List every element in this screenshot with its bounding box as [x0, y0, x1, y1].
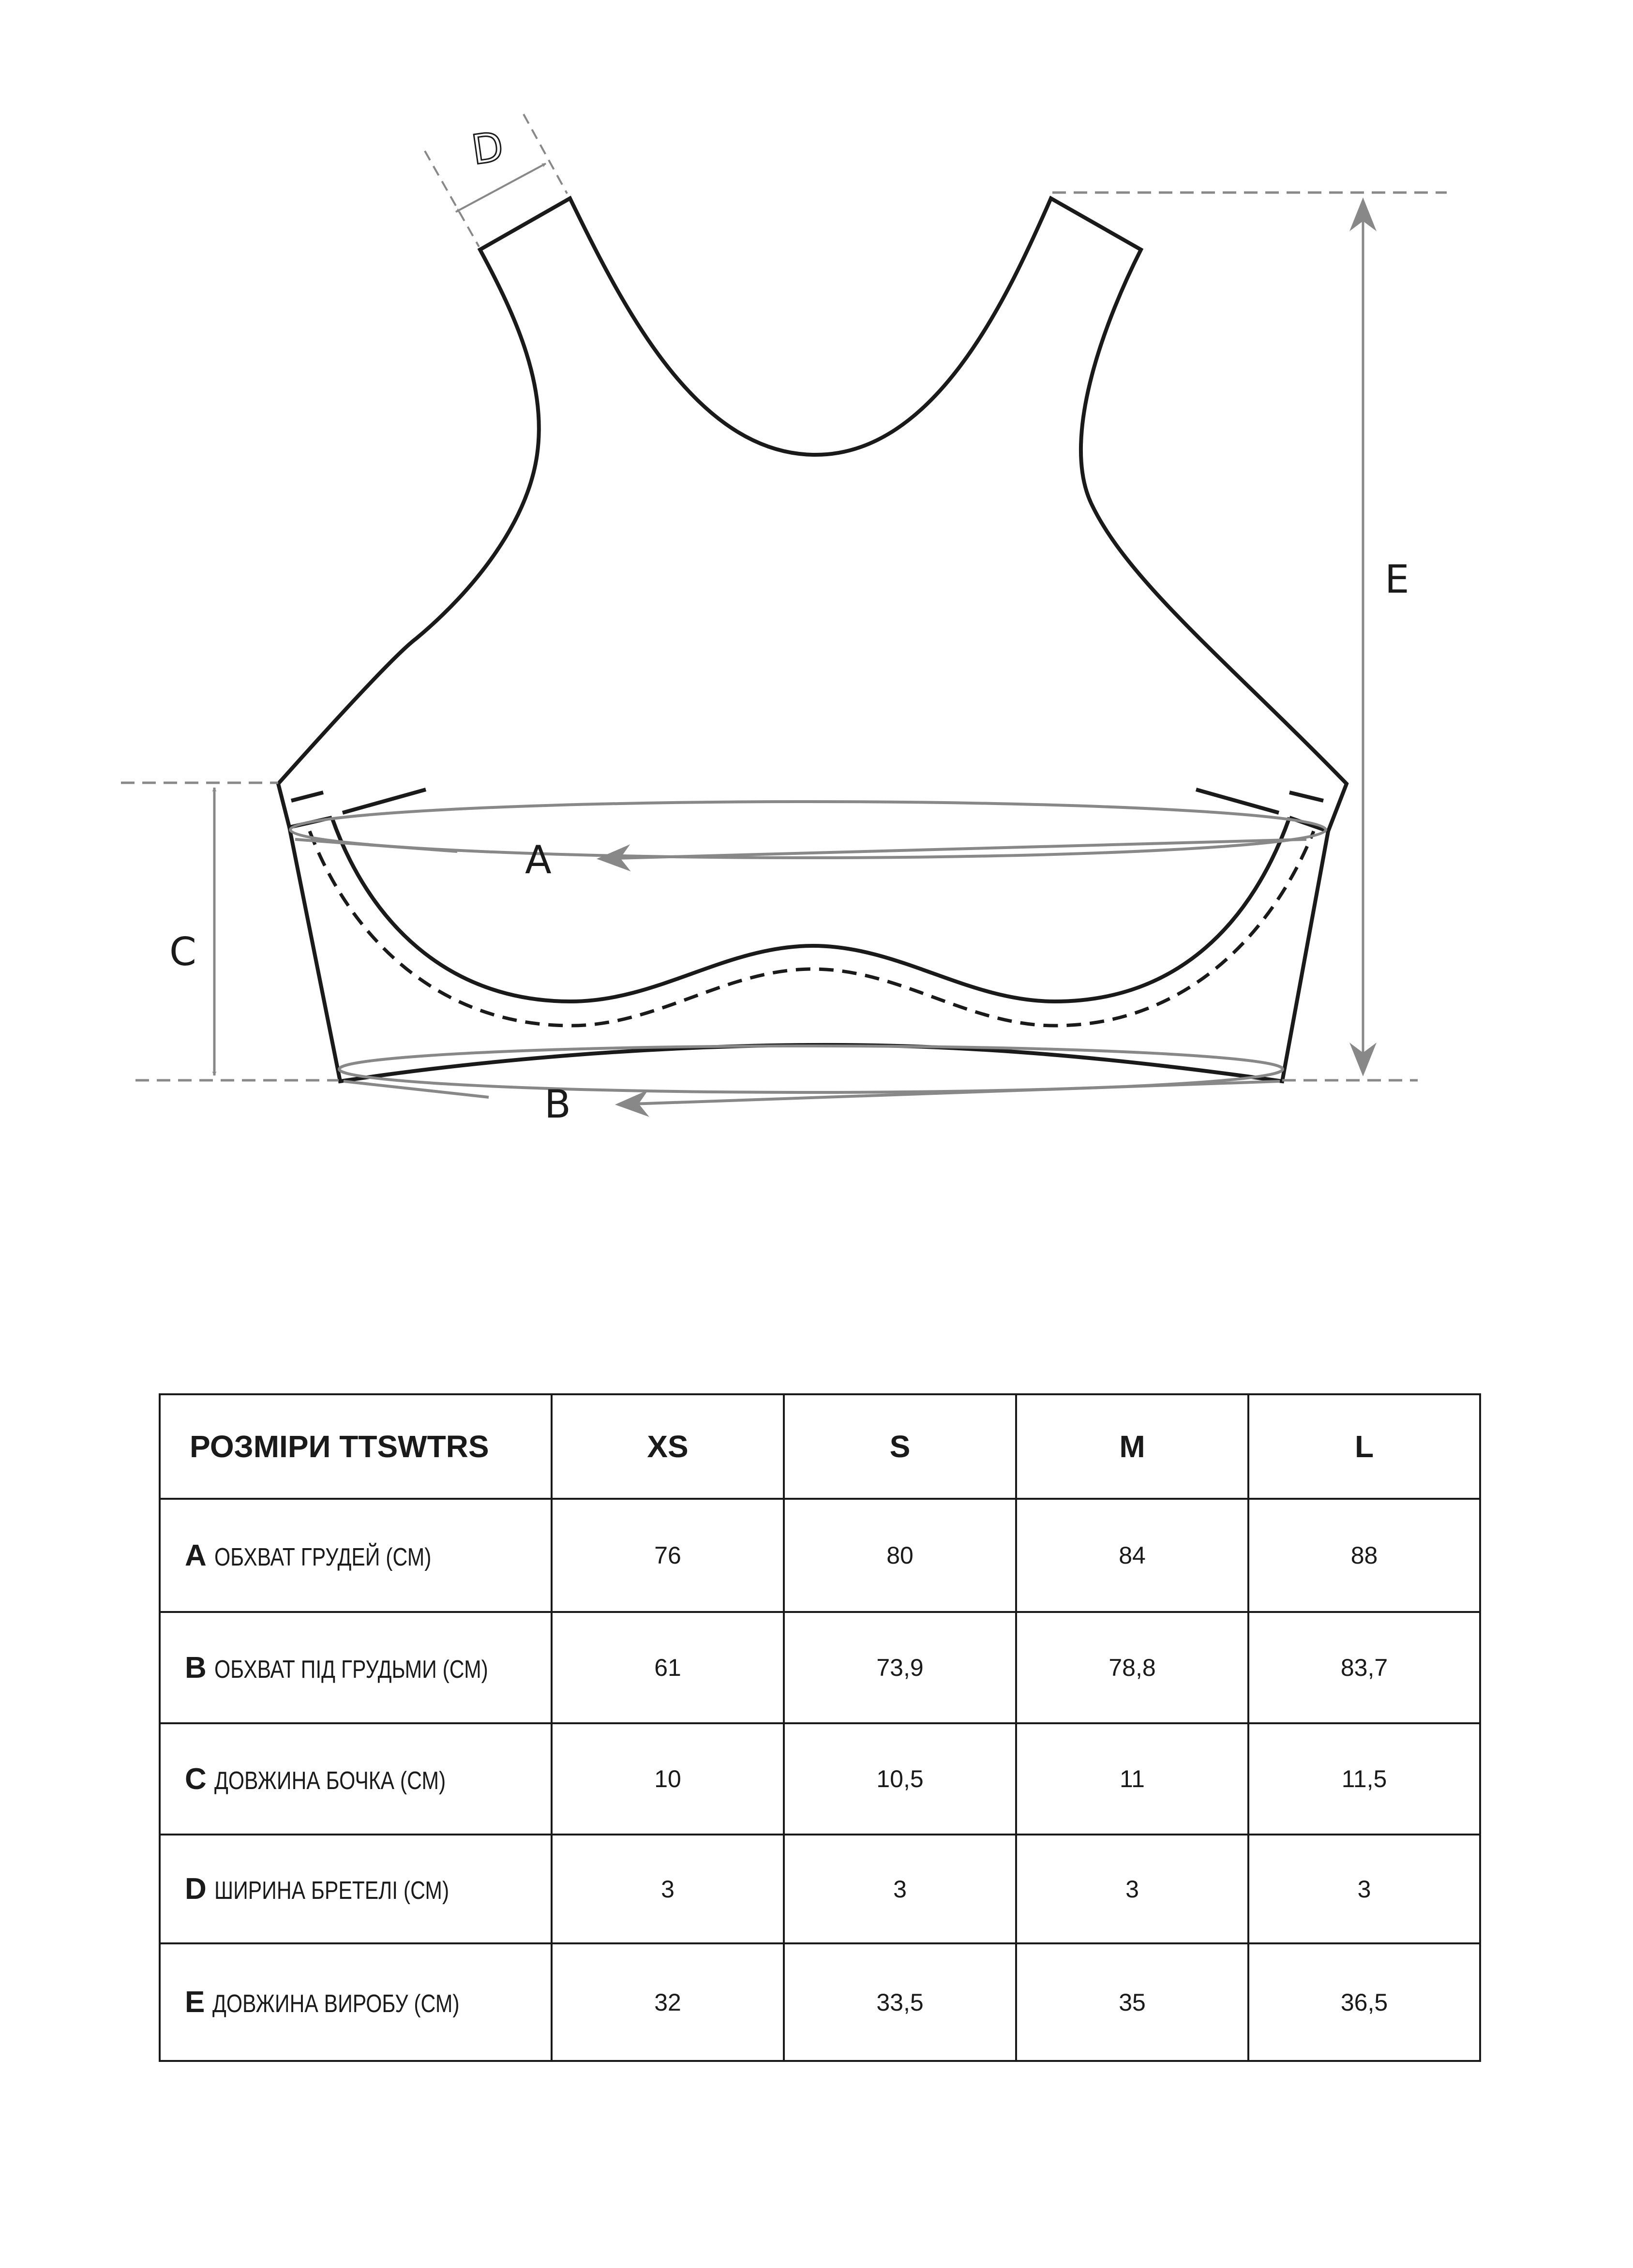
- size-header-m: M: [1016, 1394, 1248, 1499]
- table-cell: 32: [552, 1943, 784, 2061]
- garment-outline: [278, 198, 1347, 1081]
- row-label-text: ОБХВАТ ГРУДЕЙ (СМ): [214, 1543, 432, 1571]
- table-cell: 11,5: [1248, 1723, 1480, 1835]
- row-label: [160, 1612, 552, 1723]
- table-cell: 83,7: [1248, 1612, 1480, 1723]
- row-label: [160, 1499, 552, 1612]
- label-e: E: [1385, 557, 1409, 602]
- table-cell: 11: [1016, 1723, 1248, 1835]
- label-d: D: [468, 122, 507, 174]
- row-label: [160, 1835, 552, 1943]
- table-cell: 3: [784, 1835, 1016, 1943]
- row-letter: D: [185, 1872, 207, 1906]
- table-cell: 33,5: [784, 1943, 1016, 2061]
- table-cell: 3: [552, 1835, 784, 1943]
- row-label: [160, 1723, 552, 1835]
- table-cell: 80: [784, 1499, 1016, 1612]
- size-chart-table: [159, 1393, 1481, 2062]
- measure-d-arrow: [456, 164, 546, 212]
- wing-mark-right-outer: [1289, 792, 1323, 801]
- table-row: [160, 1499, 1480, 1612]
- underband-stitch: [310, 831, 1314, 1026]
- table-cell: 61: [552, 1612, 784, 1723]
- label-a: A: [525, 837, 552, 882]
- row-label-text: ШИРИНА БРЕТЕЛІ (СМ): [214, 1877, 449, 1905]
- size-header-xs: XS: [552, 1394, 784, 1499]
- label-b: B: [544, 1082, 571, 1127]
- table-cell: 3: [1016, 1835, 1248, 1943]
- table-cell: 76: [552, 1499, 784, 1612]
- wing-mark-left-outer: [291, 792, 323, 801]
- row-letter: E: [185, 1985, 205, 2019]
- table-row: [160, 1835, 1480, 1943]
- measure-a-tail: [295, 839, 457, 851]
- wing-mark-right-inner: [1196, 790, 1279, 813]
- measure-d-guide-left: [425, 151, 479, 247]
- table-row: [160, 1612, 1480, 1723]
- row-letter: C: [185, 1762, 207, 1796]
- table-cell: 73,9: [784, 1612, 1016, 1723]
- table-cell: 84: [1016, 1499, 1248, 1612]
- table-cell: 78,8: [1016, 1612, 1248, 1723]
- row-label-text: ДОВЖИНА ВИРОБУ (СМ): [212, 1990, 460, 2018]
- table-cell: 36,5: [1248, 1943, 1480, 2061]
- table-cell: 88: [1248, 1499, 1480, 1612]
- wing-mark-left-inner: [343, 790, 426, 813]
- row-letter: A: [185, 1538, 207, 1572]
- label-c: C: [169, 929, 196, 974]
- table-cell: 10,5: [784, 1723, 1016, 1835]
- measure-d-guide-right: [524, 114, 567, 194]
- row-letter: B: [185, 1651, 207, 1685]
- row-label-text: ОБХВАТ ПІД ГРУДЬМИ (СМ): [214, 1655, 488, 1684]
- size-header-l: L: [1248, 1394, 1480, 1499]
- table-cell: 10: [552, 1723, 784, 1835]
- table-cell: 35: [1016, 1943, 1248, 2061]
- size-header-s: S: [784, 1394, 1016, 1499]
- row-label-text: ДОВЖИНА БОЧКА (СМ): [214, 1766, 446, 1795]
- row-label: [160, 1943, 552, 2061]
- table-row: [160, 1723, 1480, 1835]
- table-row: [160, 1943, 1480, 2061]
- table-header-row: [160, 1394, 1480, 1499]
- table-cell: 3: [1248, 1835, 1480, 1943]
- table-title: РОЗМІРИ TTSWTRS: [160, 1394, 552, 1499]
